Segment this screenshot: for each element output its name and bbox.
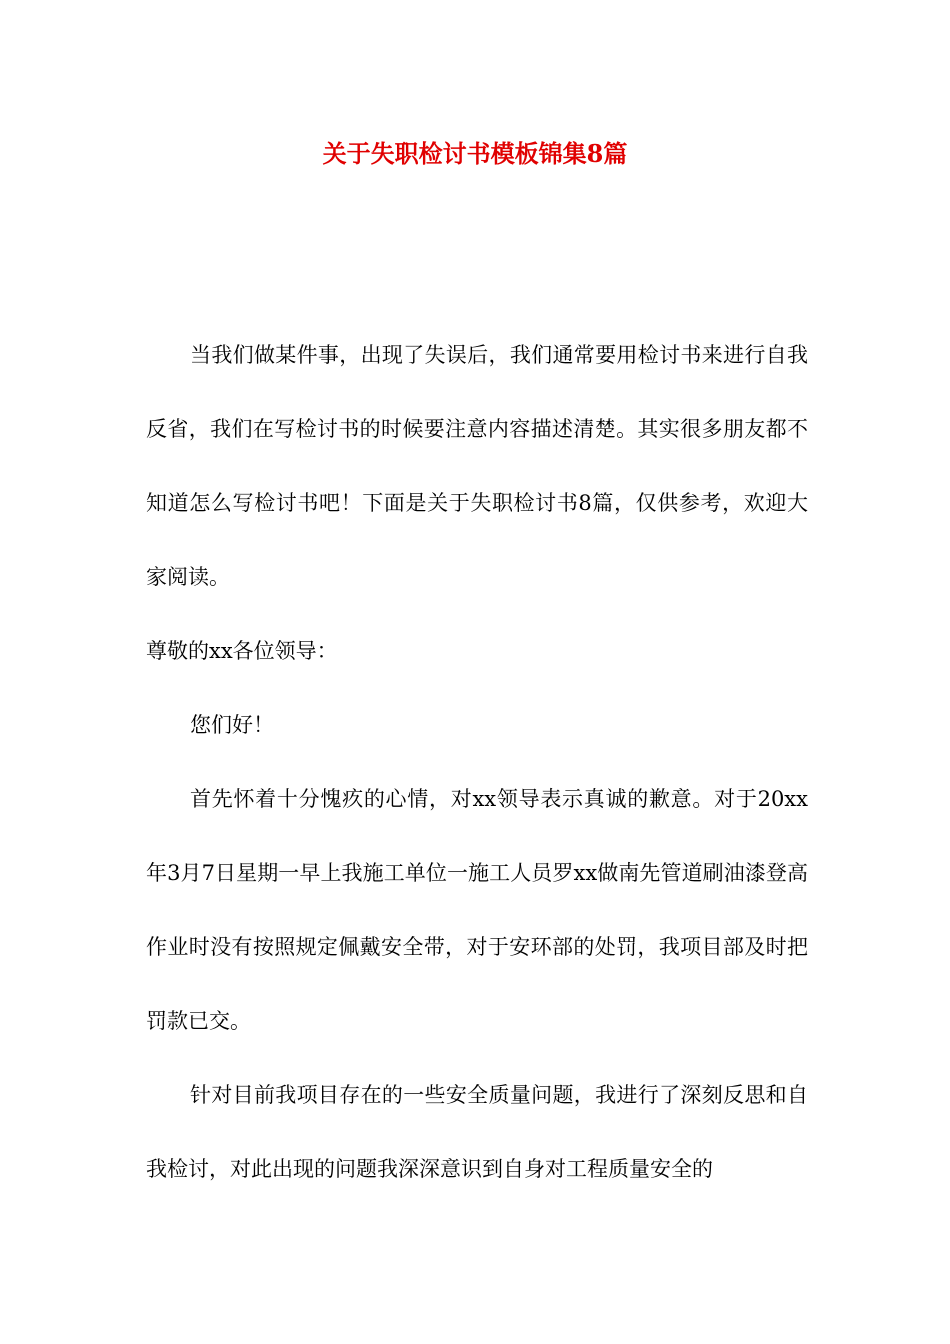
document-body (146, 318, 808, 1206)
paragraph-reflection: 针对目前我项目存在的一些安全质量问题，我进行了深刻反思和自我检讨，对此出现的问题我深深意识到自身对工程质量安全的 (146, 1083, 808, 1181)
document-title: 关于失职检讨书模板锦集8篇 (322, 139, 628, 168)
paragraph-apology: 首先怀着十分愧疚的心情，对xx领导表示真诚的歉意。对于20xx年3月7日星期一早上我施工单位一施工人员罗xx做南先管道刷油漆登高作业时没有按照规定佩戴安全带，对于安环部的处罚，我项目部及时把罚款已交。 (146, 787, 808, 1033)
paragraph-greeting: 您们好！ (190, 713, 274, 737)
paragraph-intro: 当我们做某件事，出现了失误后，我们通常要用检讨书来进行自我反省，我们在写检讨书的时候要注意内容描述清楚。其实很多朋友都不知道怎么写检讨书吧！下面是关于失职检讨书8篇，仅供参考，欢迎大家阅读。 (146, 343, 808, 589)
paragraph-salutation: 尊敬的xx各位领导： (146, 639, 338, 663)
